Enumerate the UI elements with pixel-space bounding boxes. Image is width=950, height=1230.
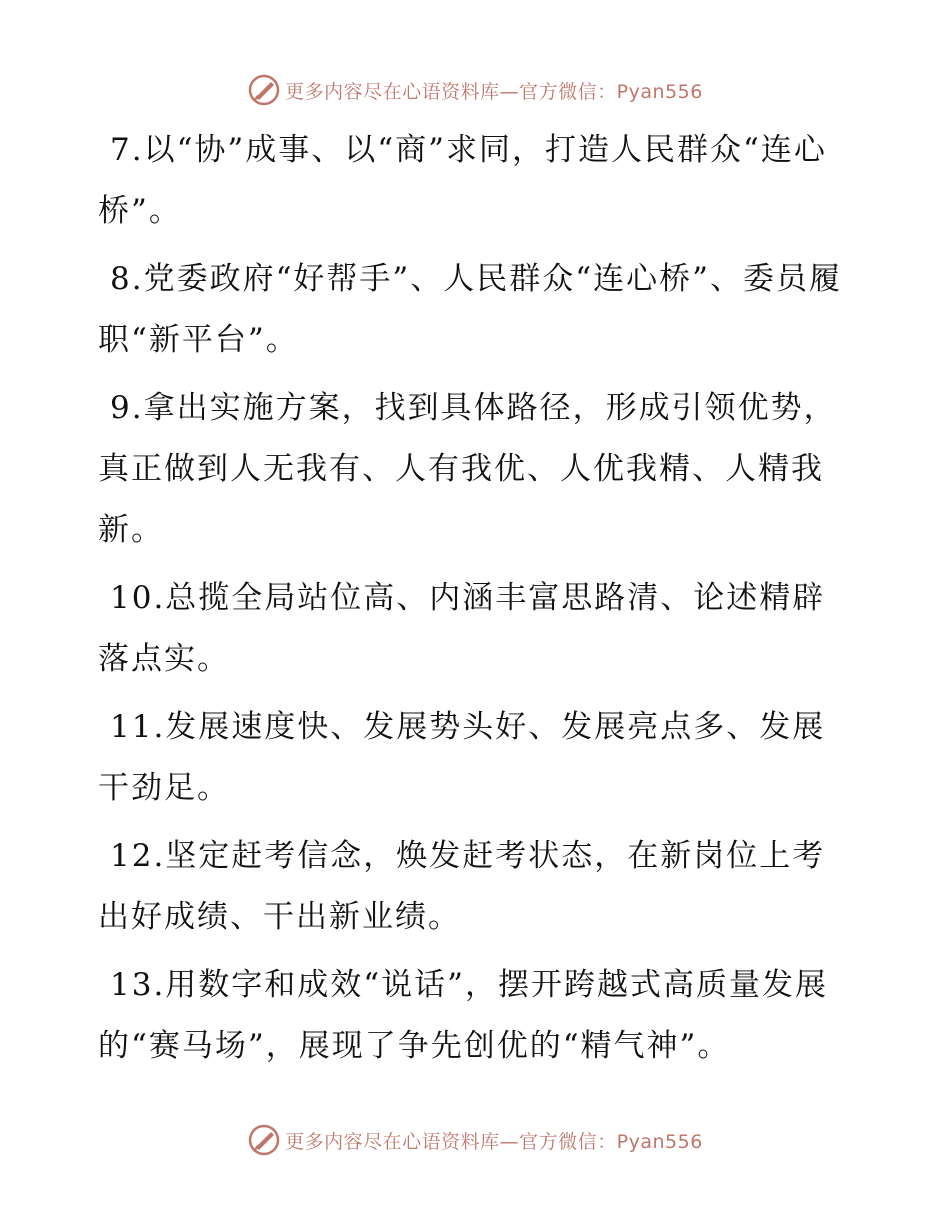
list-item-7: 7.以“协”成事、以“商”求同，打造人民群众“连心桥”。 (98, 132, 827, 229)
list-item-10: 10.总揽全局站位高、内涵丰富思路清、论述精辟落点实。 (98, 580, 826, 677)
header-watermark (0, 70, 950, 110)
document-body (98, 120, 858, 1084)
pen-logo-icon (247, 1123, 281, 1157)
list-item-12: 12.坚定赶考信念，焕发赶考状态，在新岗位上考出好成绩、干出新业绩。 (98, 838, 826, 935)
list-item-9: 9.拿出实施方案，找到具体路径，形成引领优势，真正做到人无我有、人有我优、人优我精、人精我新。 (98, 390, 837, 548)
list-item-8: 8.党委政府“好帮手”、人民群众“连心桥”、委员履职“新平台”。 (98, 261, 842, 358)
watermark-text: 更多内容尽在心语资料库—官方微信：Pyan556 (285, 80, 703, 103)
pen-logo-icon (247, 73, 281, 107)
watermark-text: 更多内容尽在心语资料库—官方微信：Pyan556 (285, 1130, 703, 1153)
footer-watermark (0, 1120, 950, 1160)
list-item-11: 11.发展速度快、发展势头好、发展亮点多、发展干劲足。 (98, 709, 826, 806)
list-item-13: 13.用数字和成效“说话”，摆开跨越式高质量发展的“赛马场”，展现了争先创优的“精气神”。 (98, 967, 828, 1064)
